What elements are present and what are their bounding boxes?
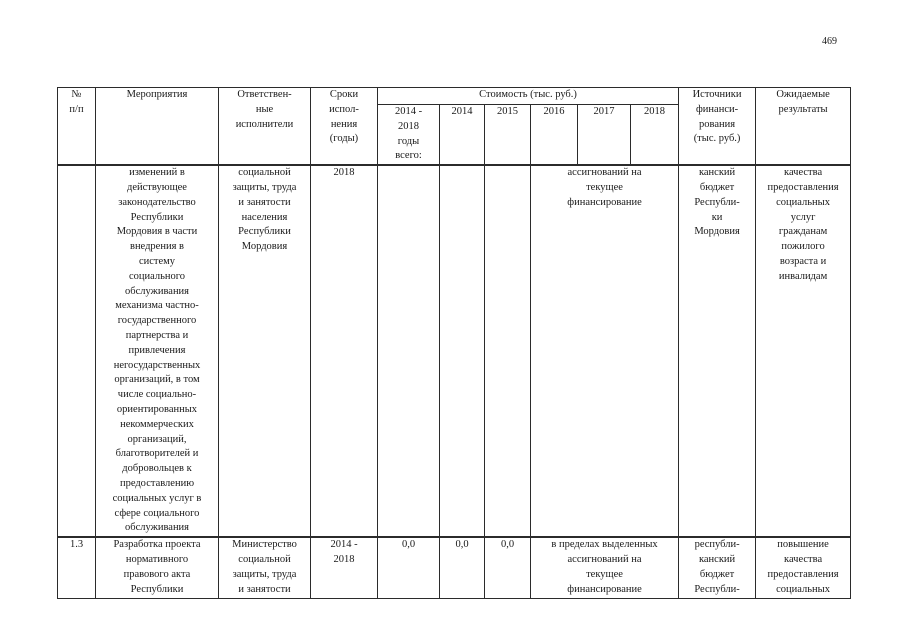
program-table [57, 87, 851, 599]
row-year-2014 [440, 165, 485, 537]
row-financing-note: ассигнований на текущее финансирование [531, 165, 679, 537]
row-terms: 2018 [311, 165, 378, 537]
header-responsible: Ответствен- ные исполнители [219, 88, 311, 166]
header-year-2016: 2016 [531, 105, 578, 166]
row-year-2014: 0,0 [440, 537, 485, 599]
row-year-2015: 0,0 [485, 537, 531, 599]
row-responsible: Министерство социальной защиты, труда и занятости [219, 537, 311, 599]
row-year-2015 [485, 165, 531, 537]
header-cost-total: 2014 - 2018 годы всего: [378, 105, 440, 166]
table-header-row [58, 88, 851, 105]
row-responsible: социальной защиты, труда и занятости населения Республики Мордовия [219, 165, 311, 537]
program-table-container [57, 87, 851, 599]
row-event: Разработка проекта нормативного правового акта Республики [96, 537, 219, 599]
header-results: Ожидаемые результаты [756, 88, 851, 166]
header-year-2015: 2015 [485, 105, 531, 166]
header-num: № п/п [58, 88, 96, 166]
row-total [378, 165, 440, 537]
header-year-2014: 2014 [440, 105, 485, 166]
table-row [58, 165, 851, 537]
row-num: 1.3 [58, 537, 96, 599]
row-financing-note: в пределах выделенных ассигнований на текущее финансирование [531, 537, 679, 599]
table-row [58, 537, 851, 599]
header-year-2018: 2018 [631, 105, 679, 166]
row-results: повышение качества предоставления социальных [756, 537, 851, 599]
row-event: изменений в действующее законодательство Республики Мордовия в части внедрения в систему социального обслуживания механизма частно- государственного партнерства и привлечения негосударственных организаций, в том числе социально- ориентированных некоммерческих организаций, благотворителей и добровольцев к предоставлению социальных услуг в сфере социального обслуживания [96, 165, 219, 537]
header-sources: Источники финанси- рования (тыс. руб.) [679, 88, 756, 166]
header-year-2017: 2017 [578, 105, 631, 166]
row-sources: канский бюджет Республи- ки Мордовия [679, 165, 756, 537]
row-num [58, 165, 96, 537]
header-terms: Сроки испол- нения (годы) [311, 88, 378, 166]
header-event: Мероприятия [96, 88, 219, 166]
header-cost: Стоимость (тыс. руб.) [378, 88, 679, 105]
row-total: 0,0 [378, 537, 440, 599]
row-terms: 2014 - 2018 [311, 537, 378, 599]
page-number: 469 [822, 36, 837, 47]
row-sources: республи- канский бюджет Республи- [679, 537, 756, 599]
row-results: качества предоставления социальных услуг гражданам пожилого возраста и инвалидам [756, 165, 851, 537]
